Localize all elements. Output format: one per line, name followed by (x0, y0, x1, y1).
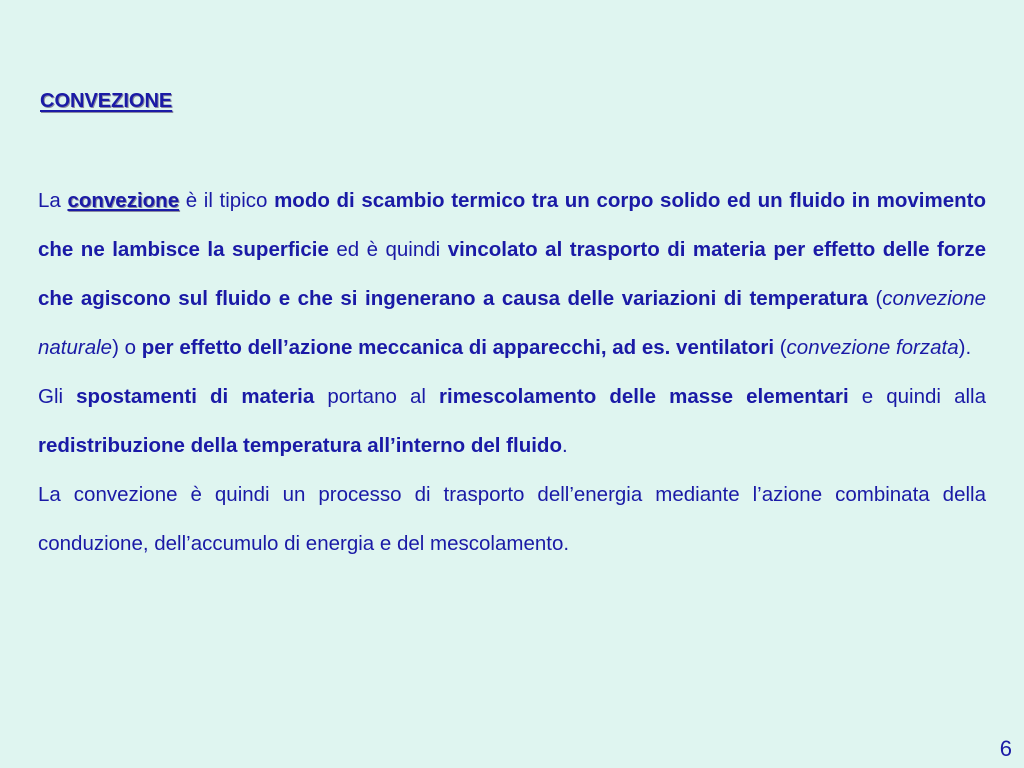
bold-segment: redistribuzione della temperatura all’interno del fluido (38, 434, 562, 457)
slide-body (38, 176, 986, 568)
page-number: 6 (999, 736, 1012, 761)
slide-title: CONVEZIONE (40, 90, 173, 112)
text-segment: e quindi alla (848, 385, 986, 408)
paragraph-spostamenti (38, 372, 986, 470)
italic-segment: convezione naturale (38, 287, 986, 359)
text-segment: ed è quindi (328, 238, 448, 261)
text-segment: . (561, 434, 568, 457)
bold-segment: per effetto dell’azione meccanica di apparecchi, ad es. ventilatori (141, 336, 775, 359)
bold-segment: vincolato al trasporto di materia per effetto delle forze che agiscono sul fluido e che si ingenerano a causa delle variazioni di temperatura (38, 238, 986, 310)
text-segment: ) o (112, 336, 142, 359)
italic-segment: convezione forzata (786, 336, 959, 359)
text-segment: è il tipico (179, 189, 275, 212)
bold-segment: modo di scambio termico tra un corpo solido ed un fluido in movimento che ne lambisce la superficie (38, 189, 986, 261)
text-segment: portano al (314, 385, 440, 408)
text-segment: La (38, 189, 68, 212)
paragraph-definition (38, 176, 986, 372)
bold-segment: spostamenti di materia (76, 385, 315, 408)
paragraph-conclusion (38, 470, 986, 568)
keyword-convezione: convezione (67, 189, 180, 212)
text-segment: ( (774, 336, 787, 359)
text-segment: ). (958, 336, 972, 359)
bold-segment: rimescolamento delle masse elementari (439, 385, 849, 408)
text-segment: Gli (38, 385, 77, 408)
text-segment: ( (867, 287, 883, 310)
text-segment: La convezione è quindi un processo di trasporto dell’energia mediante l’azione combinata della conduzione, dell’accumulo di energia e del mescolamento. (38, 483, 986, 555)
